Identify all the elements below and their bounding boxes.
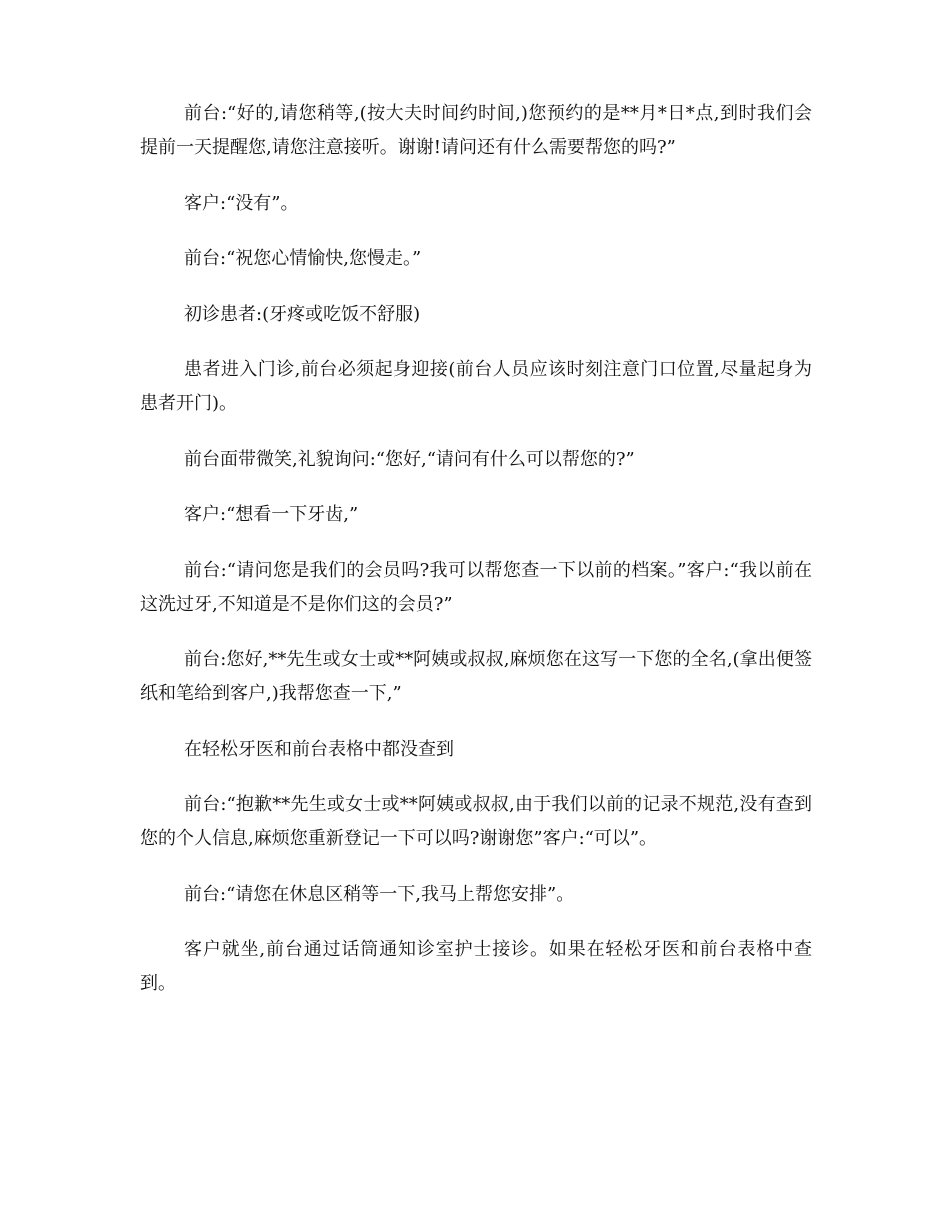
paragraph-8: 前台:“请问您是我们的会员吗?我可以帮您查一下以前的档案。”客户:“我以前在这洗过牙,不知道是不是你们这的会员?”	[140, 559, 812, 615]
paragraph-5: 患者进入门诊,前台必须起身迎接(前台人员应该时刻注意门口位置,尽量起身为患者开门)。	[140, 359, 812, 414]
paragraph-9: 前台:您好,**先生或女士或**阿姨或叔叔,麻烦您在这写一下您的全名,(拿出便签纸和笔给到客户,)我帮您查一下,”	[140, 649, 812, 704]
paragraph-2: 客户:“没有”。	[184, 192, 299, 214]
paragraph-7: 客户:“想看一下牙齿,”	[184, 504, 359, 525]
paragraph-12: 前台:“请您在休息区稍等一下,我马上帮您安排”。	[184, 883, 575, 905]
paragraph-11: 前台:“抱歉**先生或女士或**阿姨或叔叔,由于我们以前的记录不规范,没有查到您的个人信息,麻烦您重新登记一下可以吗?谢谢您”客户:“可以”。	[140, 794, 812, 849]
paragraph-4: 初诊患者:(牙疼或吃饭不舒服)	[184, 303, 421, 325]
paragraph-13: 客户就坐,前台通过话筒通知诊室护士接诊。如果在轻松牙医和前台表格中查到。	[140, 939, 812, 994]
paragraph-10: 在轻松牙医和前台表格中都没查到	[184, 738, 454, 760]
paragraph-6: 前台面带微笑,礼貌询问:“您好,“请问有什么可以帮您的?”	[184, 448, 635, 470]
paragraph-3: 前台:“祝您心情愉快,您慢走。”	[184, 248, 422, 269]
paragraph-1: 前台:“好的,请您稍等,(按大夫时间约时间,)您预约的是**月*日*点,到时我们会提前一天提醒您,请您注意接听。谢谢!请问还有什么需要帮您的吗?”	[140, 103, 812, 158]
document-body	[140, 97, 812, 1023]
